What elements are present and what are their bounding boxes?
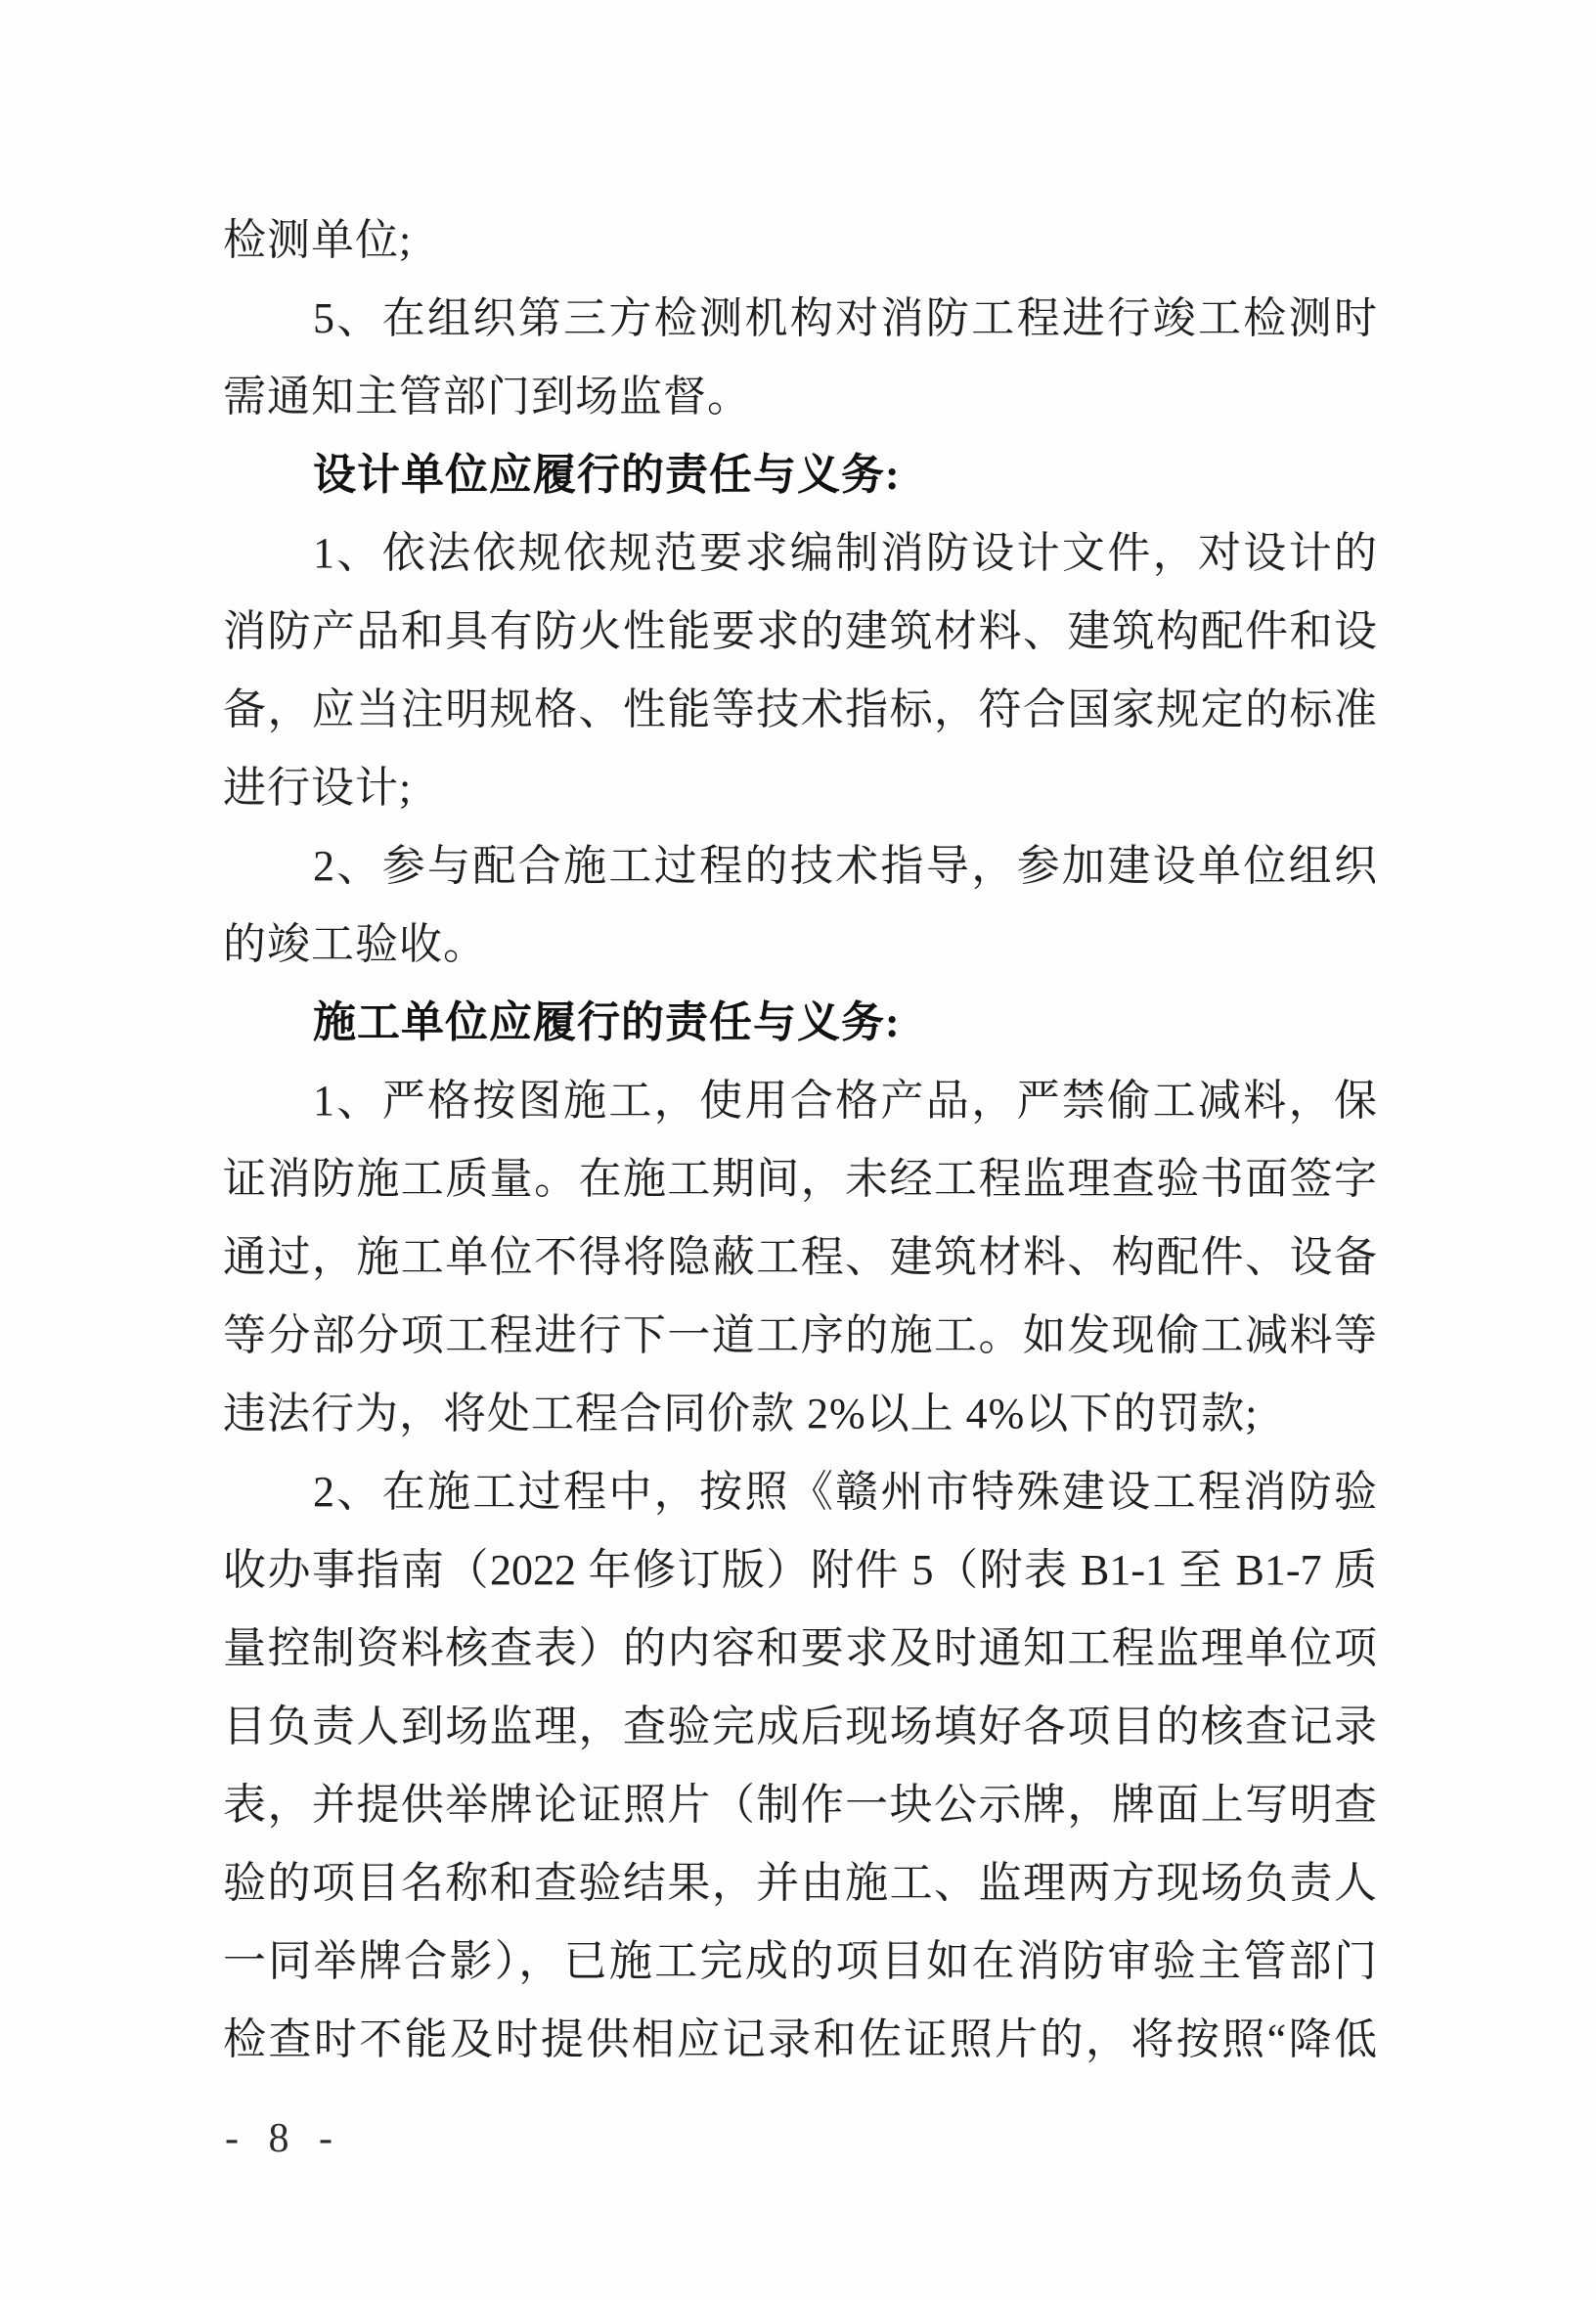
text-line: 1、依法依规依规范要求编制消防设计文件，对设计的 (313, 529, 1377, 577)
text-line: 等分部分项工程进行下一道工序的施工。如发现偷工减料等 (223, 1311, 1377, 1359)
text-line: 目负责人到场监理，查验完成后现场填好各项目的核查记录 (223, 1703, 1377, 1750)
text-line: 表，并提供举牌论证照片（制作一块公示牌，牌面上写明查 (223, 1781, 1377, 1829)
text-line: 备，应当注明规格、性能等技术指标，符合国家规定的标准 (223, 686, 1377, 733)
text-line: 2、参与配合施工过程的技术指导，参加建设单位组织 (313, 842, 1377, 890)
text-line: 通过，施工单位不得将隐蔽工程、建筑材料、构配件、设备 (223, 1233, 1377, 1281)
text-line: 需通知主管部门到场监督。 (223, 373, 751, 420)
text-line: 量控制资料核查表）的内容和要求及时通知工程监理单位项 (223, 1624, 1377, 1672)
text-line: 2、在施工过程中，按照《赣州市特殊建设工程消防验 (313, 1468, 1377, 1516)
text-line: 验的项目名称和查验结果，并由施工、监理两方现场负责人 (223, 1859, 1377, 1907)
text-line: 设计单位应履行的责任与义务: (313, 451, 901, 499)
document-body-text (223, 201, 1377, 2079)
text-line: 证消防施工质量。在施工期间，未经工程监理查验书面签字 (223, 1155, 1377, 1203)
text-line: 5、在组织第三方检测机构对消防工程进行竣工检测时 (313, 294, 1377, 342)
text-line: 一同举牌合影），已施工完成的项目如在消防审验主管部门 (223, 1937, 1377, 1985)
text-line: 的竣工验收。 (223, 920, 487, 968)
text-line: 1、严格按图施工，使用合格产品，严禁偷工减料，保 (313, 1077, 1377, 1125)
text-line: 消防产品和具有防火性能要求的建筑材料、建筑构配件和设 (223, 607, 1377, 655)
text-line: 违法行为，将处工程合同价款 2%以上 4%以下的罚款; (223, 1390, 1259, 1438)
text-line: 检查时不能及时提供相应记录和佐证照片的，将按照“降低 (223, 2015, 1377, 2063)
text-line: 收办事指南（2022 年修订版）附件 5（附表 B1-1 至 B1-7 质 (223, 1546, 1377, 1594)
text-line: 检测单位; (223, 216, 413, 264)
page-number: - 8 - (225, 2116, 342, 2161)
text-line: 施工单位应履行的责任与义务: (313, 998, 901, 1046)
text-line: 进行设计; (223, 764, 413, 812)
